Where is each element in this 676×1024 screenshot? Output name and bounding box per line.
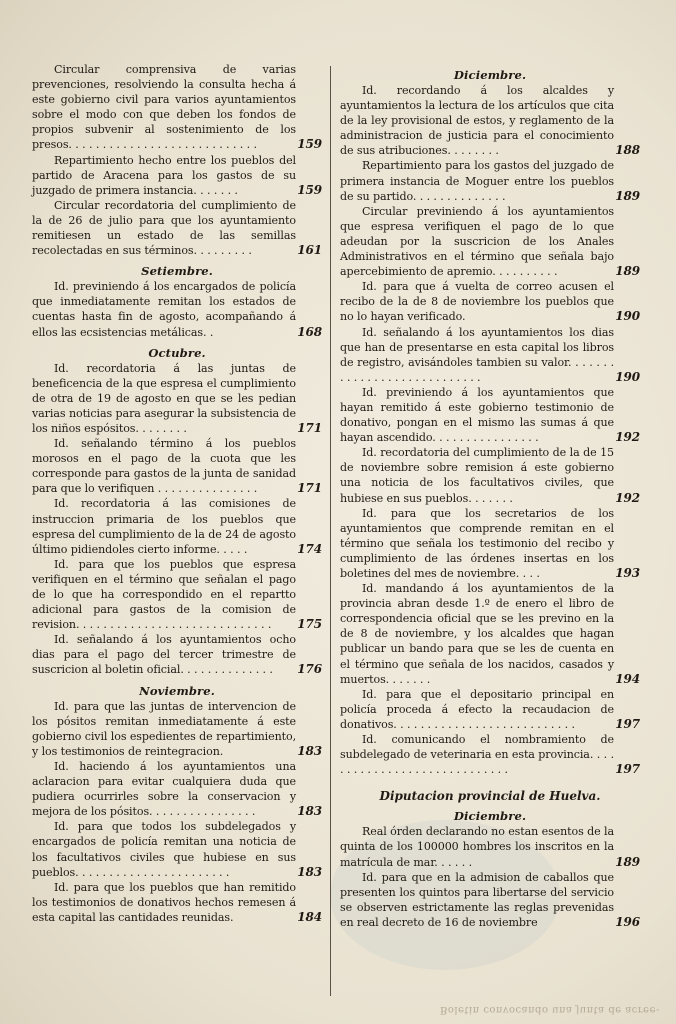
entry-text: Id. recordando á los alcaldes y ayuntamientos la lectura de los artículos que cita de la ley provisional de estos, y reglamento de la administracion de justicia para el conocimiento de sus atribuciones. . . . . . . . [340, 84, 614, 158]
index-entry [32, 699, 322, 759]
page-number: 183 [297, 743, 322, 758]
index-entry [32, 819, 322, 879]
page-number: 161 [297, 243, 322, 258]
index-entry [340, 824, 640, 869]
page-number: 159 [297, 182, 322, 197]
index-entry [340, 506, 640, 581]
index-entry [340, 279, 640, 324]
page-number: 196 [615, 914, 640, 929]
column-divider [330, 66, 331, 996]
entry-text: Real órden declarando no estan esentos de la quinta de los 100000 hombres los inscritos en la matrícula de mar. . . . . . [340, 825, 614, 869]
page-number: 174 [297, 541, 322, 556]
entry-text: Repartimiento hecho entre los pueblos del partido de Aracena para los gastos de su juzgado de primera instancia. . . . . . . [32, 153, 296, 197]
page-number: 189 [615, 188, 640, 203]
index-entry [340, 204, 640, 279]
section-heading-diputacion: Diputacion provincial de Huelva. [379, 789, 601, 804]
index-entry [32, 557, 322, 632]
page-number: 197 [615, 762, 640, 777]
index-entry [32, 880, 322, 925]
index-entry [340, 732, 640, 777]
entry-text: Id. para que en la admision de caballos que presenten los quintos para libertarse del servicio se observen estrictamente las reglas prevenidas en real decreto de 16 de noviembre [340, 870, 614, 929]
page-number: 190 [615, 309, 640, 324]
page-number: 183 [297, 804, 322, 819]
page-number: 193 [615, 566, 640, 580]
index-entry [340, 687, 640, 732]
entry-text: Circular comprensiva de varias prevenciones, resolviendo la consulta hecha á este gobierno civil para varios ayuntamientos sobre el modo con que deben los fondos de propios subvenir al sostenimiento de los presos. . . . . . . . . . . . . . . . . . . . . . . . . . . . [32, 63, 296, 152]
page-number: 175 [297, 617, 322, 632]
month-heading-diciembre-2: Diciembre. [453, 809, 527, 824]
right-column [340, 62, 640, 930]
page-number: 192 [615, 430, 640, 445]
page-number: 190 [615, 369, 640, 384]
page-number: 192 [615, 490, 640, 505]
entry-text: Id. para que todos los subdelegados y encargados de policía remitan una noticia de los facultativos civiles que hubiese en sus pueblos. . . . . . . . . . . . . . . . . . . . . . . [32, 820, 296, 879]
entry-text: Id. señalando á los ayuntamientos los dias que han de presentarse en esta capital los libros de registro, avisándoles tambien su valor. . . . . . . . . . . . . . . . . . . . . . . . . . . . [340, 325, 614, 384]
entry-text: Id. para que las juntas de intervencion de los pósitos remitan inmediatamente á este gobierno civil los espedientes de repartimiento, y los testimonios de reintegracion. [32, 699, 297, 758]
index-entry [32, 759, 322, 819]
entry-text: Id. para que los pueblos que espresa verifiquen en el término que señalan el pago de lo que ha correspondido en el repartto adicional para gastos de la comision de revision. . . . . . . . . . . . . . . . . . . . . . . . . . . . . [32, 557, 296, 632]
index-entry [32, 496, 322, 556]
bleed-through-text: Boletin convocando una junta de acree- [440, 1004, 660, 1015]
month-heading-octubre: Octubre. [148, 345, 206, 360]
index-entry [340, 445, 640, 505]
page-number: 188 [615, 143, 640, 158]
entry-text: Repartimiento para los gastos del juzgado de primera instancia de Moguer entre los pueblos de su partido. . . . . . . . . . . . . . [340, 159, 614, 203]
month-heading-diciembre: Diciembre. [453, 68, 527, 82]
left-column [32, 62, 322, 925]
page-number: 184 [297, 909, 322, 924]
index-entry [32, 632, 322, 677]
entry-text: Id. haciendo á los ayuntamientos una aclaracion para evitar cualquiera duda que pudiera ocurrirles sobre la conservacion y mejora de los pósitos. . . . . . . . . . . . . . . . [32, 759, 296, 819]
index-entry [340, 870, 640, 930]
index-entry [340, 325, 640, 385]
entry-text: Id. recordatoria á las comisiones de instruccion primaria de los pueblos que espresa del cumplimiento de la de 24 de agosto último pidiendoles cierto informe. . . . . [32, 497, 296, 556]
entry-text: Id. previniendo á los encargados de policía que inmediatamente remitan los estados de cuentas hasta fin de agosto, acompañando á ellos las ecsistencias metálicas. . [32, 280, 296, 339]
entry-text: Id. señalando término á los pueblos morosos en el pago de la cuota que les corresponde para gastos de la junta de sanidad para que lo verifiquen . . . . . . . . . . . . . . . [32, 437, 296, 496]
entry-text: Id. recordatoria del cumplimiento de la de 15 de noviembre sobre remision á este gobierno una noticia de los facultativos civiles, que hubiese en sus pueblos. . . . . . . [340, 446, 614, 505]
month-heading-setiembre: Setiembre. [141, 264, 213, 279]
index-entry [32, 361, 322, 436]
entry-text: Id. mandando á los ayuntamientos de la provincia abran desde 1.º de enero el libro de correspondencia oficial que se les previno en la de 8 de noviembre, y los alcaldes que hagan publicar un bando para que se les de cuenta en el término que señala de los nacidos, casados y muertos. . . . . . . [340, 582, 614, 686]
page-number: 183 [297, 864, 322, 879]
index-entry [32, 436, 322, 496]
index-entry [340, 83, 640, 158]
entry-text: Circular previniendo á los ayuntamientos que espresa verifiquen el pago de lo que adeudan por la suscricion de los Anales Administrativos en el término que señala bajo apercebimiento de apremio. . . . . . . . . . [340, 204, 614, 279]
entry-text: Id. para que los pueblos que han remitido los testimonios de donativos hechos remesen á esta capital las cantidades reunidas. [32, 880, 296, 924]
index-entry [32, 279, 322, 339]
page-number: 189 [615, 854, 640, 869]
index-entry [340, 385, 640, 445]
index-entry [32, 62, 322, 153]
entry-text: Id. para que los secretarios de los ayuntamientos que comprende remitan en el término que señala los testimonio del recibo y cumplimiento de las órdenes insertas en los boletines del mes de noviembre. . . . [340, 506, 614, 580]
index-entry [32, 198, 322, 258]
page-number: 171 [297, 481, 322, 496]
entry-text: Id. recordatoria á las juntas de beneficencia de la que espresa el cumplimiento de otra de 19 de agosto en que se les pedian varias noticias para asegurar la subsistencia de los niños espósitos. . . . . . . . [32, 361, 296, 435]
page-number: 159 [297, 137, 322, 152]
page-number: 194 [615, 671, 640, 686]
entry-text: Id. comunicando el nombramiento de subdelegado de veterinaria en esta provincia. . . . . . . . . . . . . . . . . . . . . . . . . . . . . [340, 733, 614, 777]
page-number: 197 [615, 716, 640, 731]
index-entry [340, 158, 640, 203]
entry-text: Circular recordatoria del cumplimiento de la de 26 de julio para que los ayuntamiento remitiesen un estado de las semillas recolectadas en sus términos. . . . . . . . . [32, 198, 296, 258]
entry-text: Id. señalando á los ayuntamientos ocho dias para el pago del tercer trimestre de suscricion al boletin oficial. . . . . . . . . . . . . . [32, 633, 296, 677]
page-number: 171 [297, 420, 322, 435]
page-number: 176 [297, 662, 322, 677]
entry-text: Id. para que á vuelta de correo acusen el recibo de la de 8 de noviembre los pueblos que no lo hayan verificado. [340, 280, 614, 324]
month-heading-noviembre: Noviembre. [139, 683, 215, 698]
index-entry [32, 153, 322, 198]
page-number: 189 [615, 264, 640, 279]
entry-text: Id. previniendo á los ayuntamientos que hayan remitido á este gobierno testimonio de donativo, pongan en el mismo las sumas á que hayan ascendido. . . . . . . . . . . . . . . . [340, 385, 614, 445]
page-number: 168 [297, 324, 322, 339]
entry-text: Id. para que el depositario principal en policía proceda á efecto la recaudacion de donativos. . . . . . . . . . . . . . . . . . . . . . . . . . . [340, 687, 614, 731]
index-entry [340, 581, 640, 687]
